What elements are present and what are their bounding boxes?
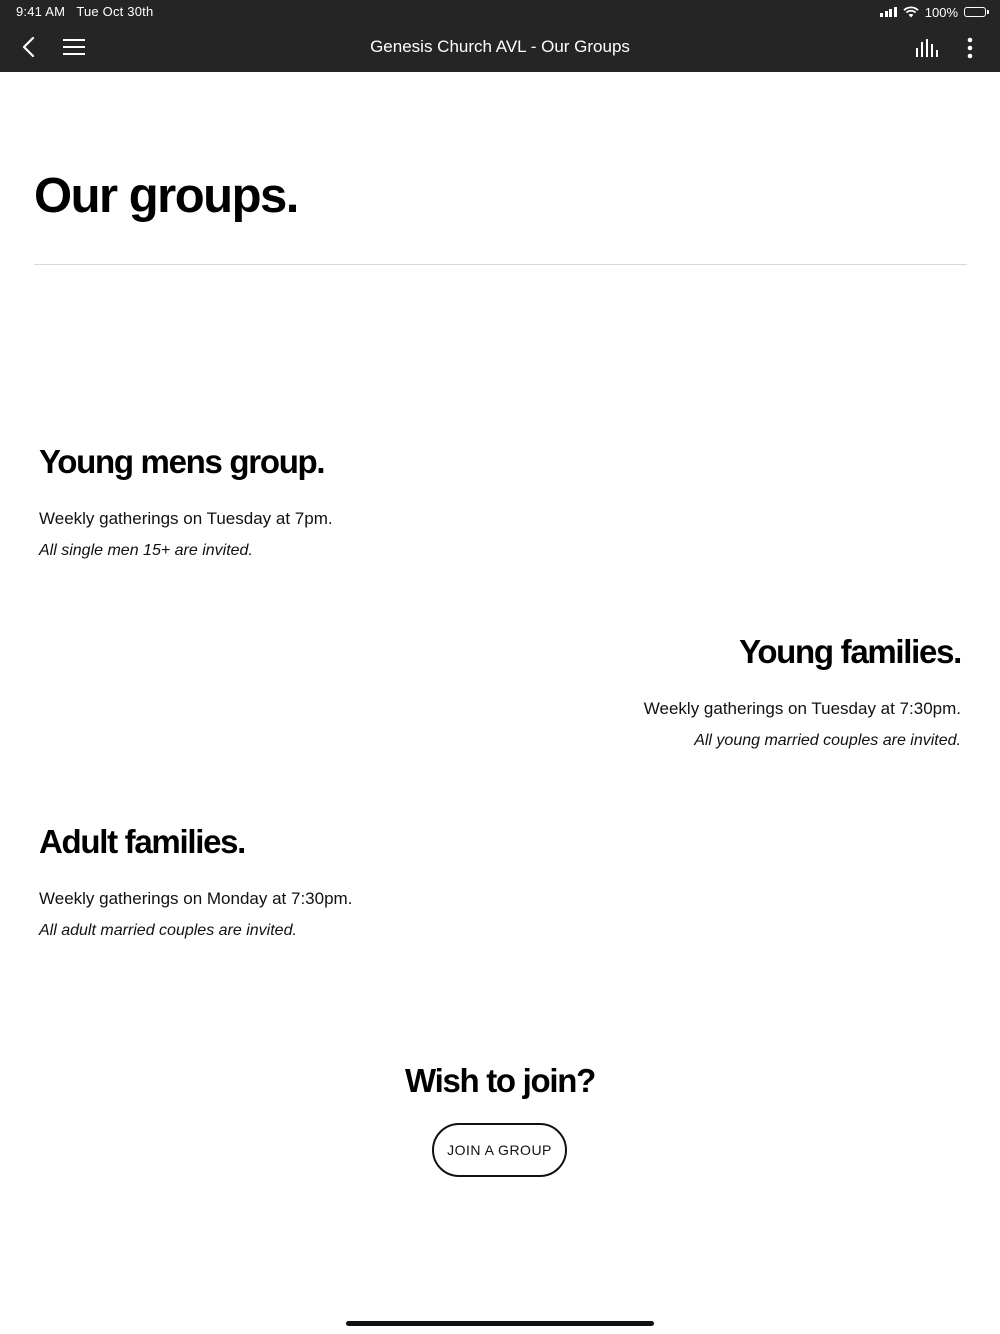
group-schedule: Weekly gatherings on Monday at 7:30pm. [39, 889, 353, 908]
bar-chart-icon[interactable] [914, 36, 940, 60]
signal-icon [880, 7, 897, 17]
join-title: Wish to join? [405, 1062, 595, 1099]
group-title: Young families. [739, 633, 961, 670]
group-young-mens [39, 442, 639, 562]
status-indicators [880, 3, 986, 21]
wifi-icon [903, 6, 919, 18]
status-time-date [16, 4, 153, 19]
battery-percent: 100% [924, 4, 958, 20]
group-adult-families [39, 822, 639, 942]
home-indicator[interactable] [346, 1321, 654, 1326]
group-schedule: Weekly gatherings on Tuesday at 7:30pm. [643, 699, 961, 718]
status-time: 9:41 AM [16, 4, 66, 19]
top-bar [0, 0, 1000, 72]
group-audience: All young married couples are invited. [694, 732, 961, 749]
group-audience: All adult married couples are invited. [39, 922, 297, 939]
group-schedule: Weekly gatherings on Tuesday at 7pm. [39, 509, 333, 528]
battery-icon [964, 7, 986, 17]
group-title: Young mens group. [39, 443, 325, 480]
group-audience: All single men 15+ are invited. [39, 542, 253, 559]
more-vertical-icon[interactable] [960, 36, 980, 60]
page-title: Our groups. [34, 169, 298, 223]
status-date: Tue Oct 30th [76, 4, 154, 19]
nav-title: Genesis Church AVL - Our Groups [370, 37, 630, 56]
join-group-button[interactable]: JOIN A GROUP [432, 1123, 567, 1177]
group-young-families [361, 632, 961, 752]
title-divider [34, 264, 967, 265]
group-title: Adult families. [39, 823, 246, 860]
